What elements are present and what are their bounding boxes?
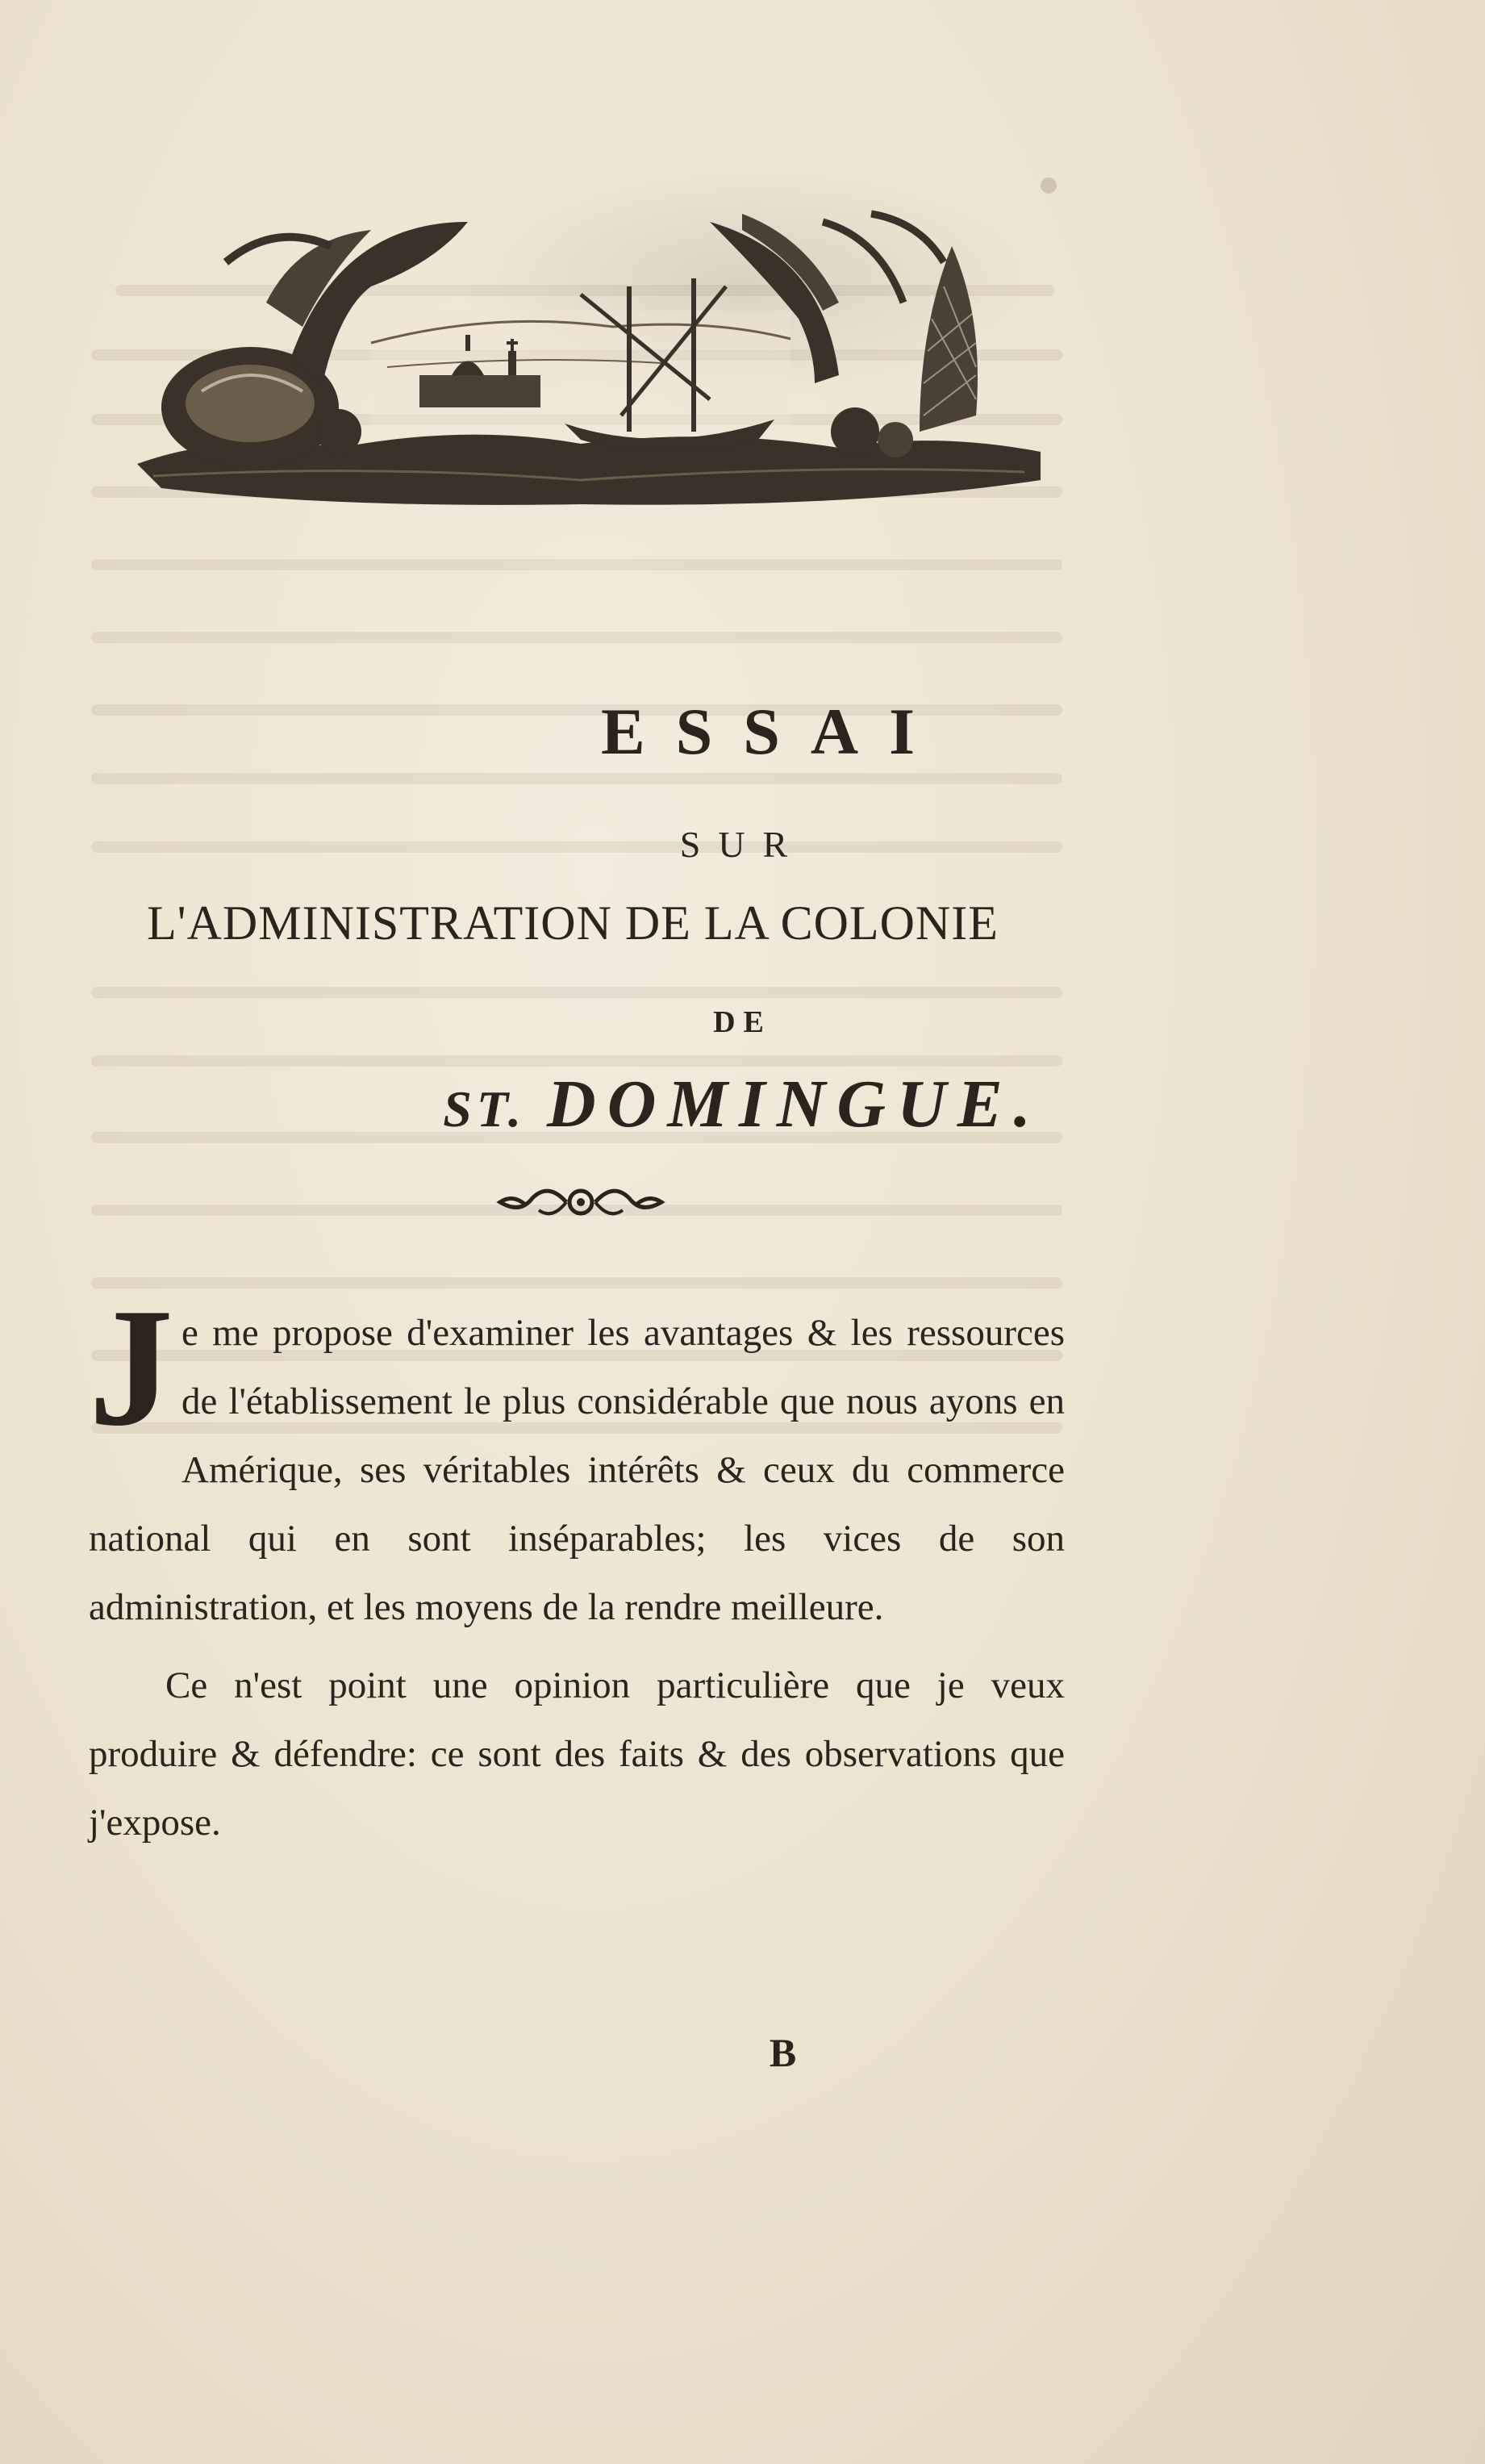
subtitle-de: DE (713, 1005, 772, 1039)
title-essai: ESSAI (600, 695, 946, 768)
place-name-text: DOMINGUE. (547, 1067, 1042, 1142)
body-text (89, 1274, 1065, 1857)
subtitle-administration: L'ADMINISTRATION DE LA COLONIE (147, 896, 999, 950)
paragraph-2: Ce n'est point une opinion particulière que je veux produire & défendre: ce sont des faits & des observations que j'expose. (89, 1664, 1065, 1844)
fleuron-ornament (476, 1178, 686, 1226)
place-name (0, 1065, 1485, 1143)
paragraph-1 (89, 1274, 1065, 1642)
engraved-headpiece (129, 190, 1057, 528)
signature-mark: B (769, 2030, 797, 2075)
place-prefix: ST. (443, 1080, 527, 1138)
drop-cap: J (89, 1274, 173, 1461)
subtitle-sur: SUR (679, 824, 806, 865)
paragraph-1-text: e me propose d'examiner les avantages & les ressources de l'établissement le plus considérable que nous ayons en Amérique, ses véritables intérêts & ceux du commerce national qui en sont inséparables; les vices de son administration, et les moyens de la rendre meilleure. (89, 1312, 1065, 1628)
